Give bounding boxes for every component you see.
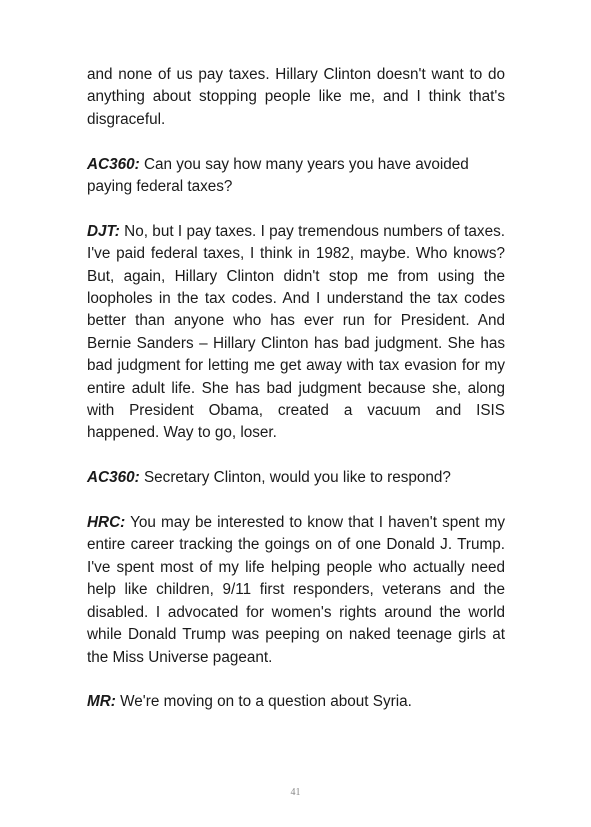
speaker-label: AC360:: [87, 469, 140, 487]
speaker-label: HRC:: [87, 514, 126, 532]
speaker-label: AC360:: [87, 155, 140, 173]
paragraph-text: Secretary Clinton, would you like to respond?: [139, 469, 451, 487]
transcript-body: [87, 64, 505, 736]
paragraph-mr-transition: [87, 691, 505, 713]
paragraph-continuation: [87, 64, 505, 131]
speaker-label: DJT:: [87, 222, 120, 240]
paragraph-text: We're moving on to a question about Syria.: [115, 693, 412, 711]
paragraph-text: No, but I pay taxes. I pay tremendous numbers of taxes. I've paid federal taxes, I think in 1982, maybe. Who knows? But, again, Hillary Clinton didn't stop me from using the loopholes in the tax codes. And I understand the tax codes better than anyone who has ever run for President. And Bernie Sanders – Hillary Clinton has bad judgment. She has bad judgment for letting me get away with tax evasion for my entire adult life. She has bad judgment because she, along with President Obama, created a vacuum and ISIS happened. Way to go, loser.: [87, 222, 505, 442]
paragraph-ac360-followup: [87, 467, 505, 489]
paragraph-djt-answer: [87, 221, 505, 445]
paragraph-hrc-answer: [87, 512, 505, 669]
page-number: 41: [290, 787, 301, 798]
paragraph-text: and none of us pay taxes. Hillary Clinton doesn't want to do anything about stopping people like me, and I think that's disgraceful.: [87, 66, 505, 128]
paragraph-text: You may be interested to know that I haven't spent my entire career tracking the goings on of one Donald J. Trump. I've spent most of my life helping people who actually need help like children, 9/11 first responders, veterans and the disabled. I advocated for women's rights around the world while Donald Trump was peeping on naked teenage girls at the Miss Universe pageant.: [87, 514, 505, 666]
paragraph-text: Can you say how many years you have avoided paying federal taxes?: [87, 155, 469, 196]
speaker-label: MR:: [87, 693, 116, 711]
paragraph-ac360-question: [87, 154, 505, 199]
